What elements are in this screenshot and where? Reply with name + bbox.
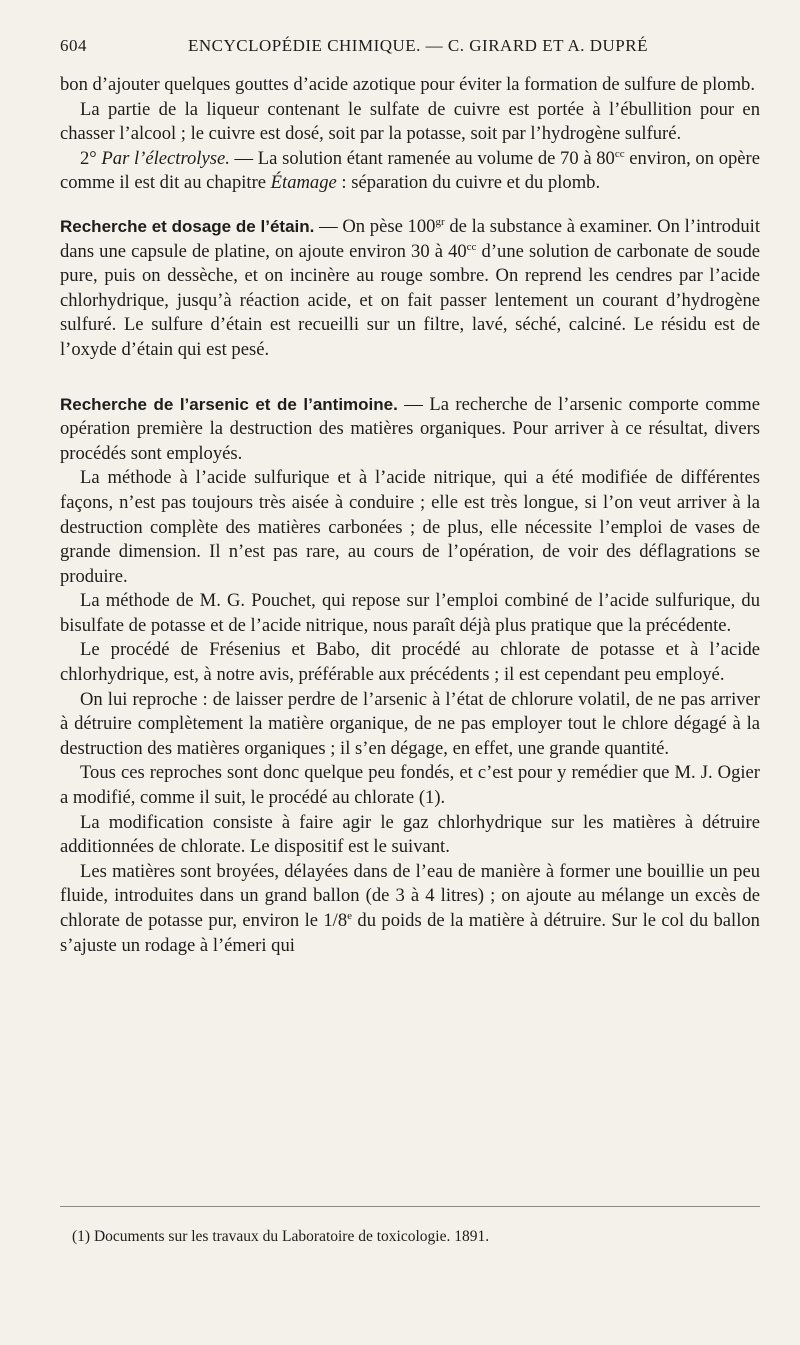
- paragraph-reproaches: On lui reproche : de laisser perdre de l’arsenic à l’état de chlorure volatil, de ne pas arriver à détruire complètement la matière organique, de ne pas employer tout le chlore dégagé à la destruction des matières organiques ; il s’en dégage, en effet, une grande quantité.: [60, 688, 760, 759]
- tin-text-c: d’une solution de carbonate de soude pure, puis on dessèche, et on incinère au rouge sombre. On reprend les cendres par l’acide chlorhydrique, jusqu’à réaction acide, et on fait passer lentement un courant d’hydrogène sulfuré. Le sulfure d’étain est recueilli sur un filtre, lavé, séché, calciné. Le résidu est de l’oxyde d’étain qui est pesé.: [60, 240, 760, 360]
- paragraph-continued: bon d’ajouter quelques gouttes d’acide azotique pour éviter la formation de sulfure de plomb.: [60, 74, 755, 95]
- paragraph-fresenius-method: Le procédé de Frésenius et Babo, dit procédé au chlorate de potasse et à l’acide chlorhydrique, est, à notre avis, préférable aux précédents ; il est cependant peu employé.: [60, 639, 760, 686]
- paragraph-copper-dosage: La partie de la liqueur contenant le sulfate de cuivre est portée à l’ébullition pour en chasser l’alcool ; le cuivre est dosé, soit par la potasse, soit par l’hydrogène sulfuré.: [60, 98, 760, 145]
- enumeration-number: 2°: [80, 147, 102, 169]
- section-arsenic: [60, 393, 760, 467]
- section-title-arsenic: Recherche de l’arsenic et de l’antimoine.: [60, 394, 398, 414]
- unit-superscript: gr: [435, 215, 445, 228]
- paragraph-ogier: [60, 761, 760, 810]
- chapter-reference: Étamage: [270, 172, 337, 194]
- arsenic-intro-text: — La recherche de l’arsenic comporte comme opération première la destruction des matières organiques. Pour arriver à ce résultat, divers procédés sont employés.: [60, 393, 760, 464]
- electrolysis-text-b: environ, on opère comme il est dit au chapitre: [60, 147, 760, 194]
- page-header: [60, 36, 752, 60]
- paragraph-modification: La modification consiste à faire agir le gaz chlorhydrique sur les matières à détruire additionnées de chlorate. Le dispositif est le suivant.: [60, 811, 760, 858]
- tin-text-a: — On pèse 100: [314, 215, 436, 237]
- unit-superscript: cc: [466, 240, 477, 253]
- ogier-text: Tous ces reproches sont donc quelque peu fondés, et c’est pour y remédier que M. J. Ogier a modifié, comme il suit, le procédé au chlorate (1).: [60, 762, 760, 809]
- procedure-text-a: Les matières sont broyées, délayées dans de l’eau de manière à former une bouillie un peu fluide, introduites dans un grand ballon (de 3 à 4 litres) ; on ajoute au mélange un excès de chlorate de potasse pur, environ le 1/8: [60, 860, 760, 931]
- electrolysis-text-c: : séparation du cuivre et du plomb.: [336, 172, 601, 194]
- page-number: 604: [60, 36, 87, 55]
- body-text: [60, 73, 760, 958]
- section-tin: [60, 215, 760, 363]
- procedure-text-b: du poids de la matière à détruire. Sur le col du ballon s’ajuste un rodage à l’émeri qui: [60, 910, 760, 956]
- electrolysis-text-a: — La solution étant ramenée au volume de 70 à 80: [229, 147, 615, 169]
- unit-superscript: cc: [614, 147, 625, 160]
- footnote-divider: [60, 1206, 760, 1207]
- running-head: ENCYCLOPÉDIE CHIMIQUE. — C. GIRARD ET A. DUPRÉ: [188, 36, 648, 55]
- section-title-tin: Recherche et dosage de l’étain.: [60, 216, 315, 236]
- paragraph-procedure: [60, 860, 760, 958]
- electrolysis-heading: Par l’électrolyse.: [101, 147, 230, 169]
- fraction-superscript: e: [347, 909, 353, 922]
- paragraph-sulfuric-method: La méthode à l’acide sulfurique et à l’acide nitrique, qui a été modifiée de différentes façons, n’est pas toujours très aisée à conduire ; elle est très longue, si l’on veut arriver à la destruction complète des matières carbonées ; de plus, elle nécessite l’emploi de vases de grande dimension. Il n’est pas rare, au cours de l’opération, de voir des déflagrations se produire.: [60, 467, 760, 587]
- tin-text-b: de la substance à examiner. On l’introduit dans une capsule de platine, on ajoute environ 30 à 40: [60, 215, 760, 262]
- paragraph-electrolysis: [60, 147, 760, 196]
- footnote: (1) Documents sur les travaux du Laboratoire de toxicologie. 1891.: [72, 1228, 490, 1245]
- paragraph-pouchet-method: La méthode de M. G. Pouchet, qui repose sur l’emploi combiné de l’acide sulfurique, du bisulfate de potasse et de l’acide nitrique, nous paraît déjà plus pratique que la précédente.: [60, 590, 760, 636]
